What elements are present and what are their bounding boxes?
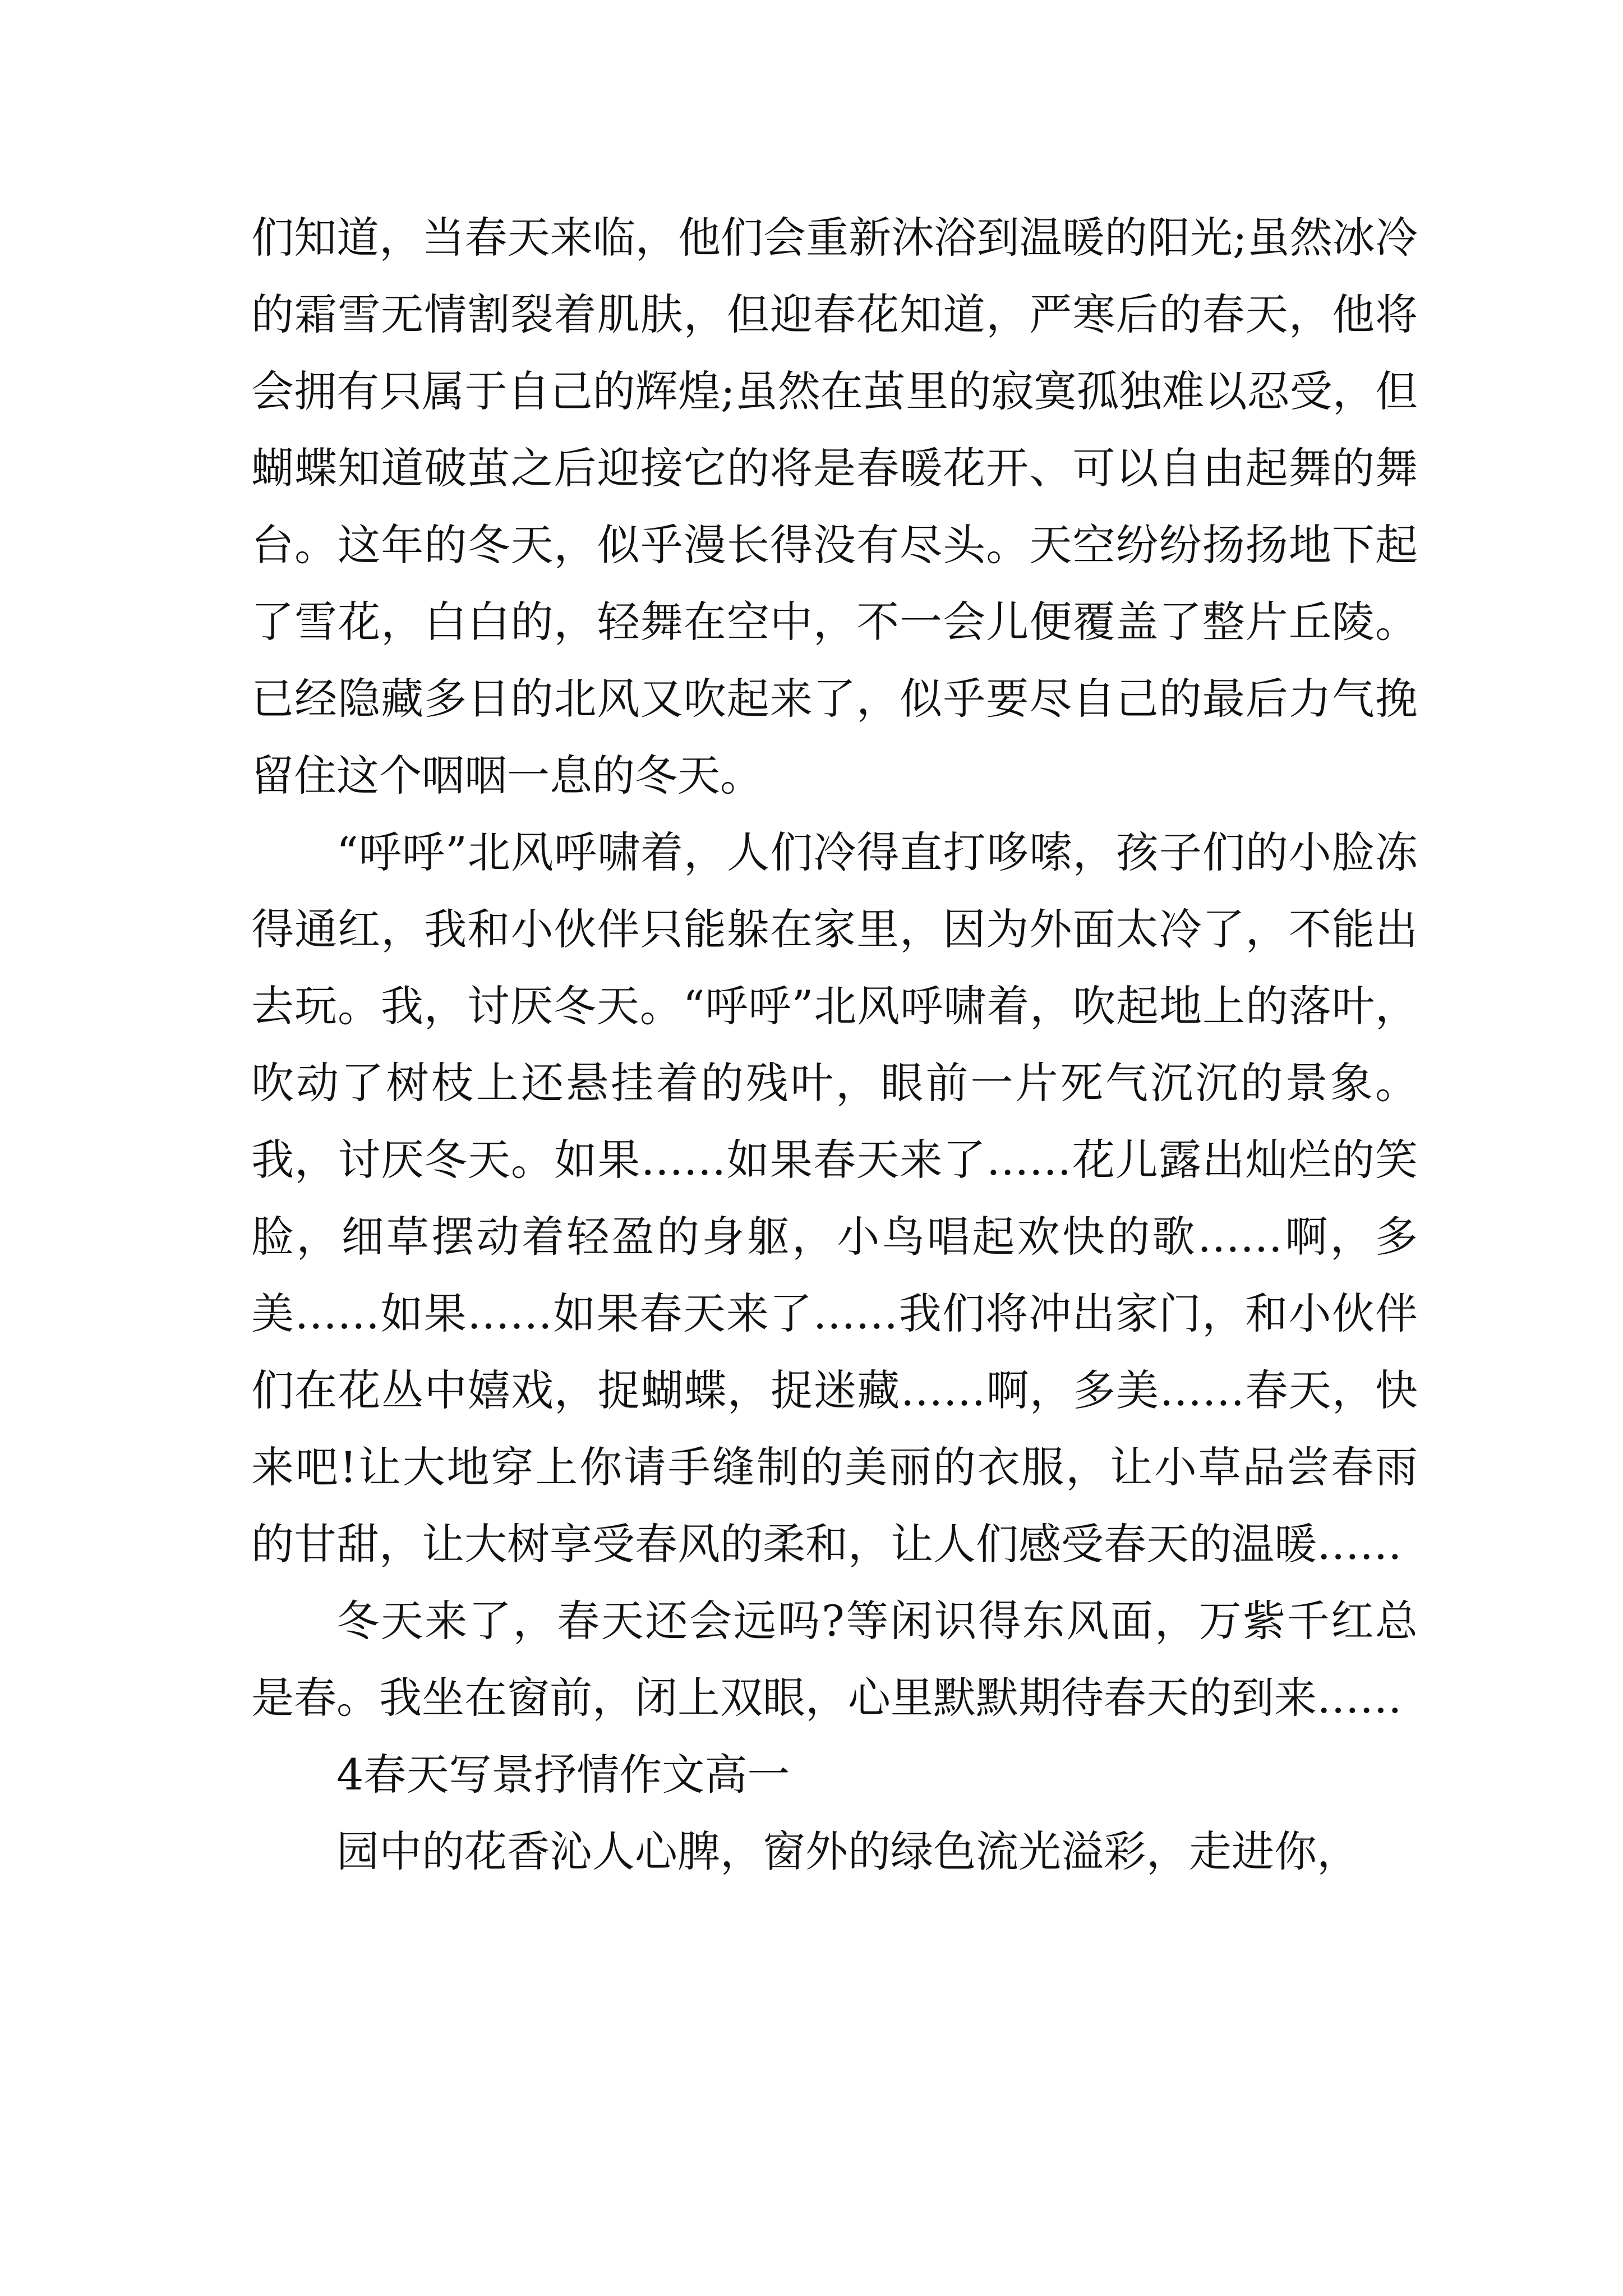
paragraph-2: “呼呼”北风呼啸着，人们冷得直打哆嗦，孩子们的小脸冻得通红，我和小伙伴只能躲在家里，因为外面太冷了，不能出去玩。我，讨厌冬天。“呼呼”北风呼啸着，吹起地上的落叶，吹动了树枝上还悬挂着的残叶，眼前一片死气沉沉的景象。我，讨厌冬天。如果……如果春天来了……花儿露出灿烂的笑脸，细草摆动着轻盈的身躯，小鸟唱起欢快的歌……啊，多美……如果……如果春天来了……我们将冲出家门，和小伙伴们在花丛中嬉戏，捉蝴蝶，捉迷藏……啊，多美……春天，快来吧!让大地穿上你请手缝制的美丽的衣服，让小草品尝春雨的甘甜，让大树享受春风的柔和，让人们感受春天的温暖……	[251, 827, 1418, 1569]
paragraph-3: 冬天来了，春天还会远吗?等闲识得东风面，万紫千红总是春。我坐在窗前，闭上双眼，心里默默期待春天的到来……	[251, 1596, 1418, 1723]
paragraph-4: 园中的花香沁人心脾，窗外的绿色流光溢彩，走进你，	[336, 1826, 1359, 1876]
section-heading: 4春天写景抒情作文高一	[336, 1750, 790, 1800]
paragraph-1: 们知道，当春天来临，他们会重新沐浴到温暖的阳光;虽然冰冷的霜雪无情割裂着肌肤，但迎春花知道，严寒后的春天，他将会拥有只属于自己的辉煌;虽然在茧里的寂寞孤独难以忍受，但蝴蝶知道破茧之后迎接它的将是春暖花开、可以自由起舞的舞台。这年的冬天，似乎漫长得没有尽头。天空纷纷扬扬地下起了雪花，白白的，轻舞在空中，不一会儿便覆盖了整片丘陵。已经隐藏多日的北风又吹起来了，似乎要尽自己的最后力气挽留住这个咽咽一息的冬天。	[251, 213, 1418, 800]
document-body	[251, 199, 1418, 1890]
